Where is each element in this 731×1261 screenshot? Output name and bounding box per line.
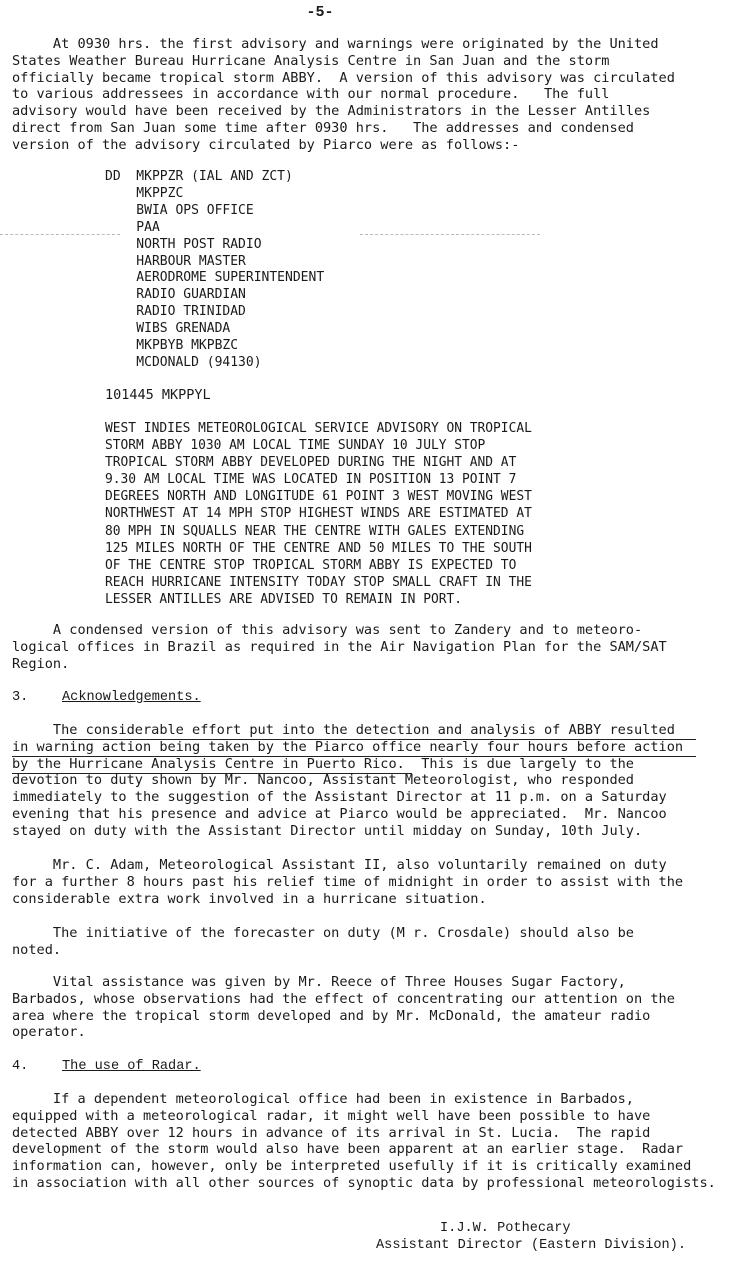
radar-paragraph: If a dependent meteorological office had been in existence in Barbados, equipped with a meteorological radar, it might well have been possible to have detected ABBY over 12 hours in advance of its arrival in St. Lucia. The rapid development of the storm would also have been apparent at an earlier stage. Radar information can, however, only be interpreted usefully if it is critically examined in association with all other sources of synoptic data by professional meteorologists. [12,1091,716,1191]
section-heading-acknowledgements [12,689,201,706]
forecaster-paragraph: The initiative of the forecaster on duty (M r. Crosdale) should also be noted. [12,925,634,958]
handwritten-underline [12,756,696,757]
adam-paragraph: Mr. C. Adam, Meteorological Assistant II, also voluntarily remained on duty for a further 8 hours past his relief time of midnight in order to assist with the considerable extra work involved in a hurricane situation. [12,857,684,907]
signature-name: I.J.W. Pothecary [440,1221,571,1236]
signature-title: Assistant Director (Eastern Division). [376,1238,686,1253]
acknowledgement-paragraph: The considerable effort put into the detection and analysis of ABBY resulted in warning action being taken by the Piarco office nearly four hours before action by the Hurricane Analysis Centre in Puerto Rico. This is due largely to the devotion to duty shown by Mr. Nancoo, Assistant Meteorologist, who responded immediately to the suggestion of the Assistant Director at 11 p.m. on a Saturday evening that his presence and advice at Piarco would be appreciated. Mr. Nancoo stayed on duty with the Assistant Director until midday on Sunday, 10th July. [12,722,684,839]
page-number: -5- [306,4,334,21]
message-reference: 101445 MKPPYL [105,387,211,403]
scan-artifact [0,234,120,235]
condensed-paragraph: A condensed version of this advisory was sent to Zandery and to meteoro- logical offices in Brazil as required in the Air Navigation Plan for the SAM/SAT Region. [12,622,667,672]
intro-paragraph: At 0930 hrs. the first advisory and warnings were originated by the United States Weather Bureau Hurricane Analysis Centre in San Juan and the storm officially became tropical storm ABBY. A version of this advisory was circulated to various addressees in accordance with our normal procedure. The full advisory would have been received by the Administrators in the Lesser Antilles direct from San Juan some time after 0930 hrs. The addresses and condensed version of the advisory circulated by Piarco were as follows:- [12,36,675,153]
section-title: Acknowledgements. [62,690,201,705]
section-number: 3. [12,690,29,705]
signature-block [376,1220,686,1254]
advisory-message: WEST INDIES METEOROLOGICAL SERVICE ADVISORY ON TROPICAL STORM ABBY 1030 AM LOCAL TIME SUNDAY 10 JULY STOP TROPICAL STORM ABBY DEVELOPED DURING THE NIGHT AND AT 9.30 AM LOCAL TIME WAS LOCATED IN POSITION 13 POINT 7 DEGREES NORTH AND LONGITUDE 61 POINT 3 WEST MOVING WEST NORTHWEST AT 14 MPH STOP HIGHEST WINDS ARE ESTIMATED AT 80 MPH IN SQUALLS NEAR THE CENTRE WITH GALES EXTENDING 125 MILES NORTH OF THE CENTRE AND 50 MILES TO THE SOUTH OF THE CENTRE STOP TROPICAL STORM ABBY IS EXPECTED TO REACH HURRICANE INTENSITY TODAY STOP SMALL CRAFT IN THE LESSER ANTILLES ARE ADVISED TO REMAIN IN PORT. [105,421,532,607]
addressee-list: DD MKPPZR (IAL AND ZCT) MKPPZC BWIA OPS OFFICE PAA NORTH POST RADIO HARBOUR MASTER AERODROME SUPERINTENDENT RADIO GUARDIAN RADIO TRINIDAD WIBS GRENADA MKPBYB MKPBZC MCDONALD (94130) [105,169,325,370]
section-number: 4. [12,1059,29,1074]
handwritten-underline [12,773,412,774]
section-heading-radar [12,1058,201,1075]
reece-paragraph: Vital assistance was given by Mr. Reece of Three Houses Sugar Factory, Barbados, whose observations had the effect of concentrating our attention on the area where the tropical storm developed and by Mr. McDonald, the amateur radio operator. [12,974,675,1041]
handwritten-underline [60,739,696,740]
section-title: The use of Radar. [62,1059,201,1074]
scan-artifact [360,234,540,235]
